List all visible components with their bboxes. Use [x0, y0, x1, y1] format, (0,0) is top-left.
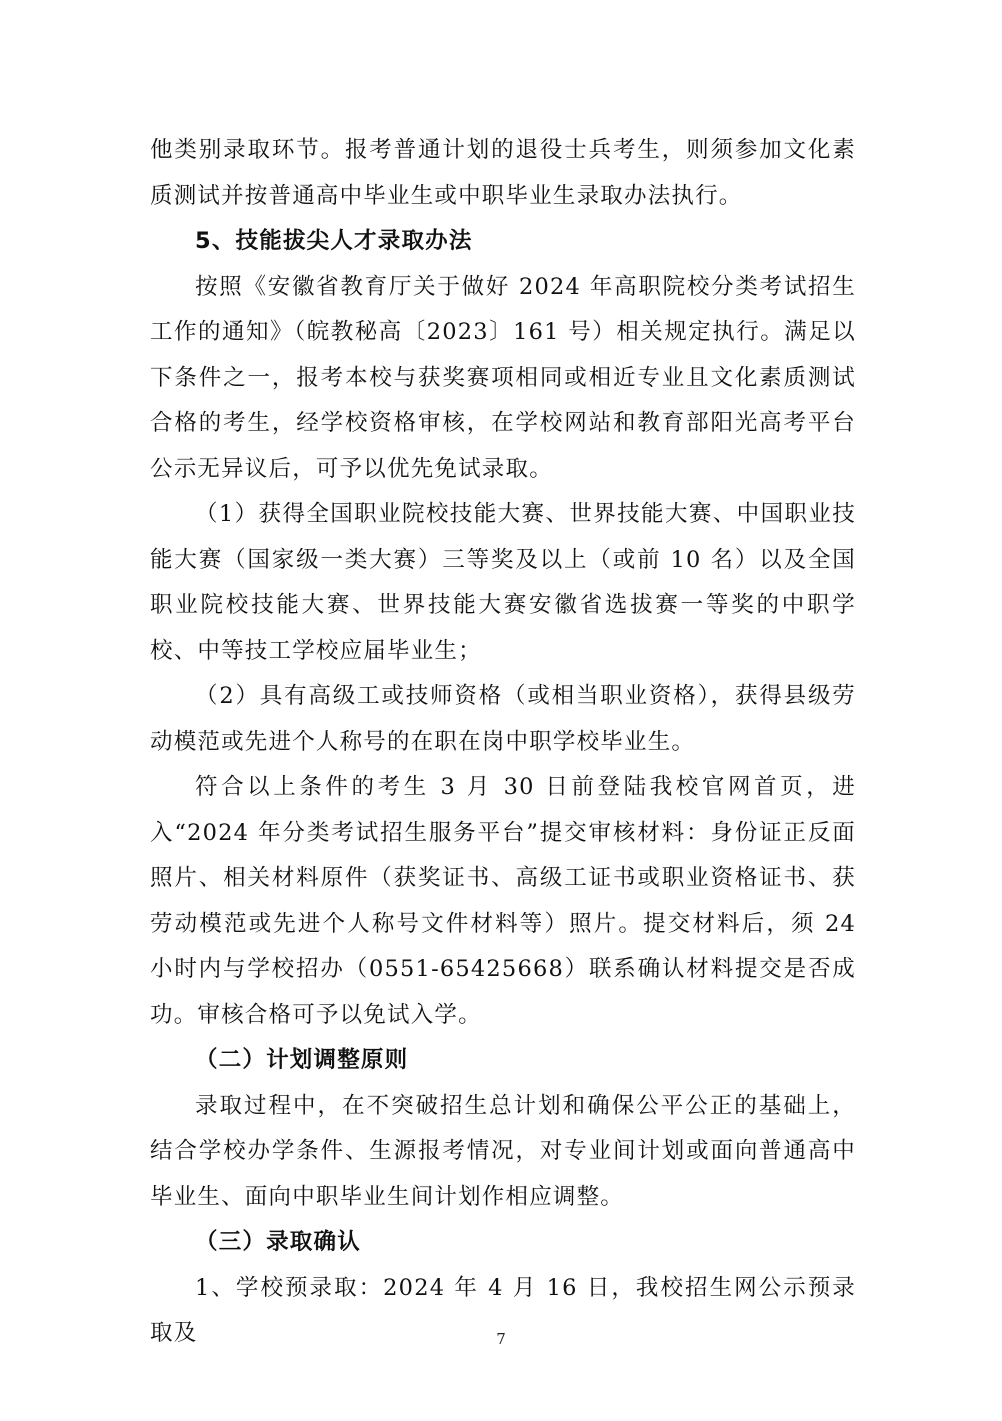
- section-heading-plan-adjustment: （二）计划调整原则: [195, 1047, 409, 1073]
- section-heading-admission-confirmation: （三）录取确认: [195, 1229, 361, 1255]
- document-body: [150, 128, 856, 1357]
- paragraph-condition-1: （1）获得全国职业院校技能大赛、世界技能大赛、中国职业技能大赛（国家级一类大赛）三等奖及以上（或前 10 名）以及全国职业院校技能大赛、世界技能大赛安徽省选拔赛一等奖的中职学校、中等技工学校应届毕业生；: [150, 501, 856, 664]
- paragraph-pre-admission: 1、学校预录取：2024 年 4 月 16 日，我校招生网公示预录取及: [150, 1274, 856, 1346]
- paragraph-continuation: 他类别录取环节。报考普通计划的退役士兵考生，则须参加文化素质测试并按普通高中毕业生或中职毕业生录取办法执行。: [150, 137, 856, 209]
- paragraph-plan-adjustment: 录取过程中，在不突破招生总计划和确保公平公正的基础上，结合学校办学条件、生源报考情况，对专业间计划或面向普通高中毕业生、面向中职毕业生间计划作相应调整。: [150, 1092, 856, 1210]
- paragraph-condition-2: （2）具有高级工或技师资格（或相当职业资格），获得县级劳动模范或先进个人称号的在职在岗中职学校毕业生。: [150, 683, 856, 755]
- section-heading-skill-talent: 5、技能拔尖人才录取办法: [195, 228, 473, 254]
- page-number: 7: [496, 1330, 506, 1348]
- paragraph-regulation: 按照《安徽省教育厅关于做好 2024 年高职院校分类考试招生工作的通知》（皖教秘高〔2023〕161 号）相关规定执行。满足以下条件之一，报考本校与获奖赛项相同或相近专业且文化素质测试合格的考生，经学校资格审核，在学校网站和教育部阳光高考平台公示无异议后，可予以优先免试录取。: [150, 273, 856, 482]
- paragraph-submission: 符合以上条件的考生 3 月 30 日前登陆我校官网首页，进入“2024 年分类考试招生服务平台”提交审核材料：身份证正反面照片、相关材料原件（获奖证书、高级工证书或职业资格证书、获劳动模范或先进个人称号文件材料等）照片。提交材料后，须 24 小时内与学校招办（0551-65425668）联系确认材料提交是否成功。审核合格可予以免试入学。: [150, 774, 856, 1028]
